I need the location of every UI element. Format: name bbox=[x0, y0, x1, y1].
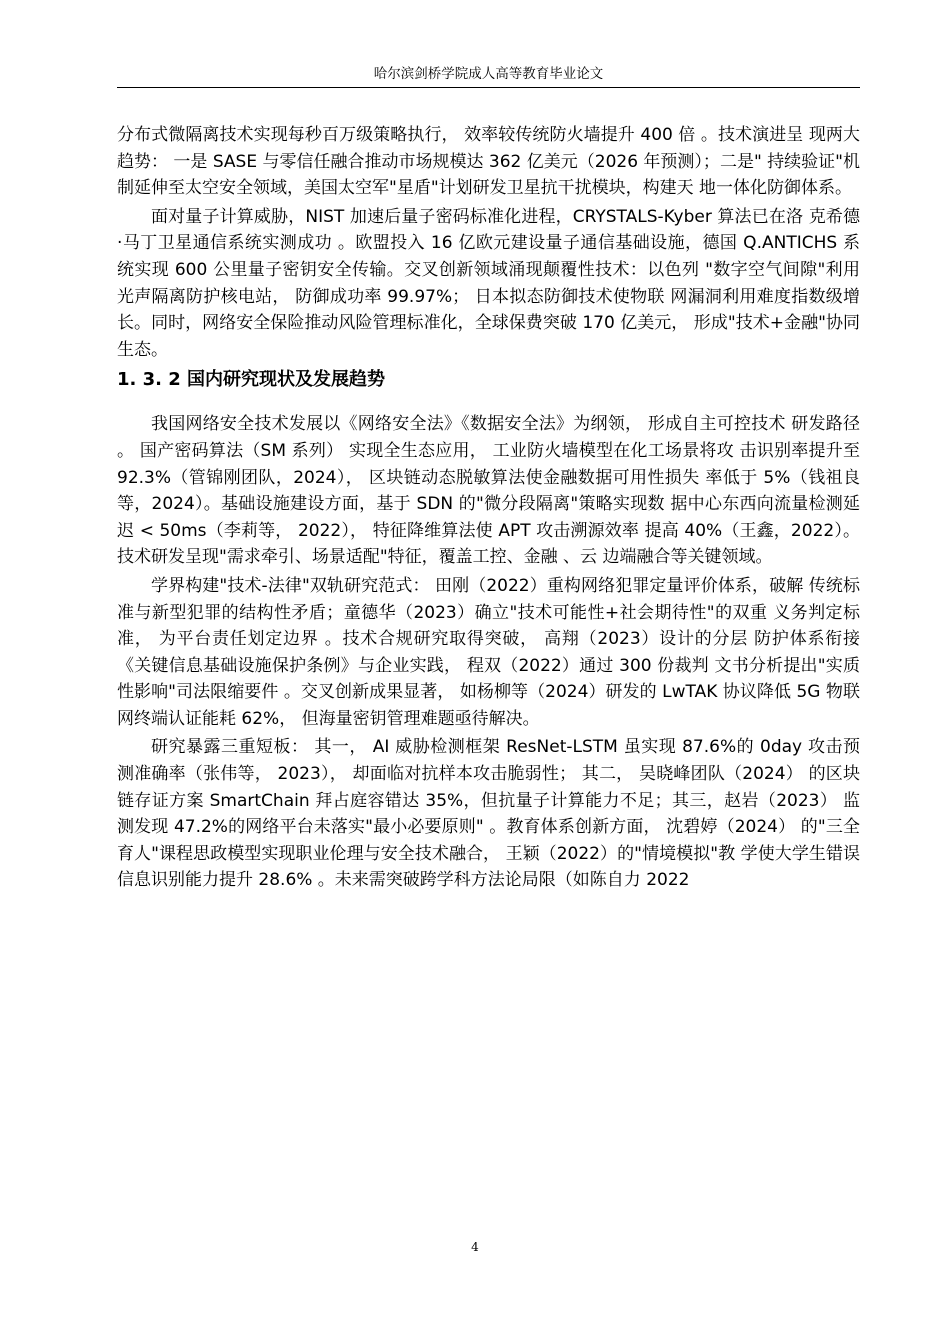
document-body bbox=[117, 122, 860, 896]
paragraph-continued: 分布式微隔离技术实现每秒百万级策略执行， 效率较传统防火墙提升 400 倍 。技术演进呈 现两大趋势： 一是 SASE 与零信任融合推动市场规模达 362 亿美元（2026 年预测）；二是" 持续验证"机制延伸至太空安全领域，美国太空军"星盾"计划研发卫星抗干扰模块，构建天 地一体化防御体系。 bbox=[117, 125, 860, 199]
paragraph-shortcomings: 研究暴露三重短板： 其一， AI 威胁检测框架 ResNet-LSTM 虽实现 87.6%的 0day 攻击预测准确率（张伟等， 2023）， 却面临对抗样本攻击脆弱性； 其二， 吴晓峰团队（2024） 的区块链存证方案 SmartChain 拜占庭容错达 35%，但抗量子计算能力不足；其三，赵岩（2023） 监测发现 47.2%的网络平台未落实"最小必要原则" 。教育体系创新方面， 沈碧婷（2024） 的"三全育人"课程思政模型实现职业伦理与安全技术融合， 王颖（2022）的"情境模拟"教 学使大学生错误信息识别能力提升 28.6% 。未来需突破跨学科方法论局限（如陈自力 2022 bbox=[117, 737, 860, 891]
paragraph-academic-research: 学界构建"技术-法律"双轨研究范式： 田刚（2022）重构网络犯罪定量评价体系，破解 传统标准与新型犯罪的结构性矛盾；童德华（2023）确立"技术可能性+社会期待性"的双重 义务判定标准， 为平台责任划定边界 。技术合规研究取得突破， 高翔（2023）设计的分层 防护体系衔接《关键信息基础设施保护条例》与企业实践， 程双（2022）通过 300 份裁判 文书分析提出"实质性影响"司法限缩要件 。交叉创新成果显著， 如杨柳等（2024）研发的 LwTAK 协议降低 5G 物联网终端认证能耗 62%， 但海量密钥管理难题亟待解决。 bbox=[117, 575, 860, 729]
paragraph-domestic-tech: 我国网络安全技术发展以《网络安全法》《数据安全法》为纲领， 形成自主可控技术 研发路径 。 国产密码算法（SM 系列） 实现全生态应用， 工业防火墙模型在化工场景将攻 击识别率提升至 92.3%（管锦刚团队，2024）， 区块链动态脱敏算法使金融数据可用性损失 率低于 5%（钱祖良等，2024）。基础设施建设方面，基于 SDN 的"微分段隔离"策略实现数 据中心东西向流量检测延迟 < 50ms（李莉等， 2022）， 特征降维算法使 APT 攻击溯源效率 提高 40%（王鑫，2022）。技术研发呈现"需求牵引、场景适配"特征，覆盖工控、金融 、云 边端融合等关键领域。 bbox=[117, 414, 860, 568]
page-number: 4 bbox=[471, 1240, 479, 1254]
paragraph-quantum: 面对量子计算威胁，NIST 加速后量子密码标准化进程，CRYSTALS-Kyber 算法已在洛 克希德 ·马丁卫星通信系统实测成功 。欧盟投入 16 亿欧元建设量子通信基础设施，德国 Q.ANTICHS 系统实现 600 公里量子密钥安全传输。交叉创新领域涌现颠覆性技术：以色列 "数字空气间隙"利用光声隔离防护核电站， 防御成功率 99.97%； 日本拟态防御技术使物联 网漏洞利用难度指数级增长。同时，网络安全保险推动风险管理标准化，全球保费突破 170 亿美元， 形成"技术+金融"协同生态。 bbox=[117, 206, 860, 360]
section-heading: 1. 3. 2 国内研究现状及发展趋势 bbox=[117, 369, 386, 391]
page-header bbox=[117, 64, 860, 88]
header-title: 哈尔滨剑桥学院成人高等教育毕业论文 bbox=[373, 66, 604, 82]
